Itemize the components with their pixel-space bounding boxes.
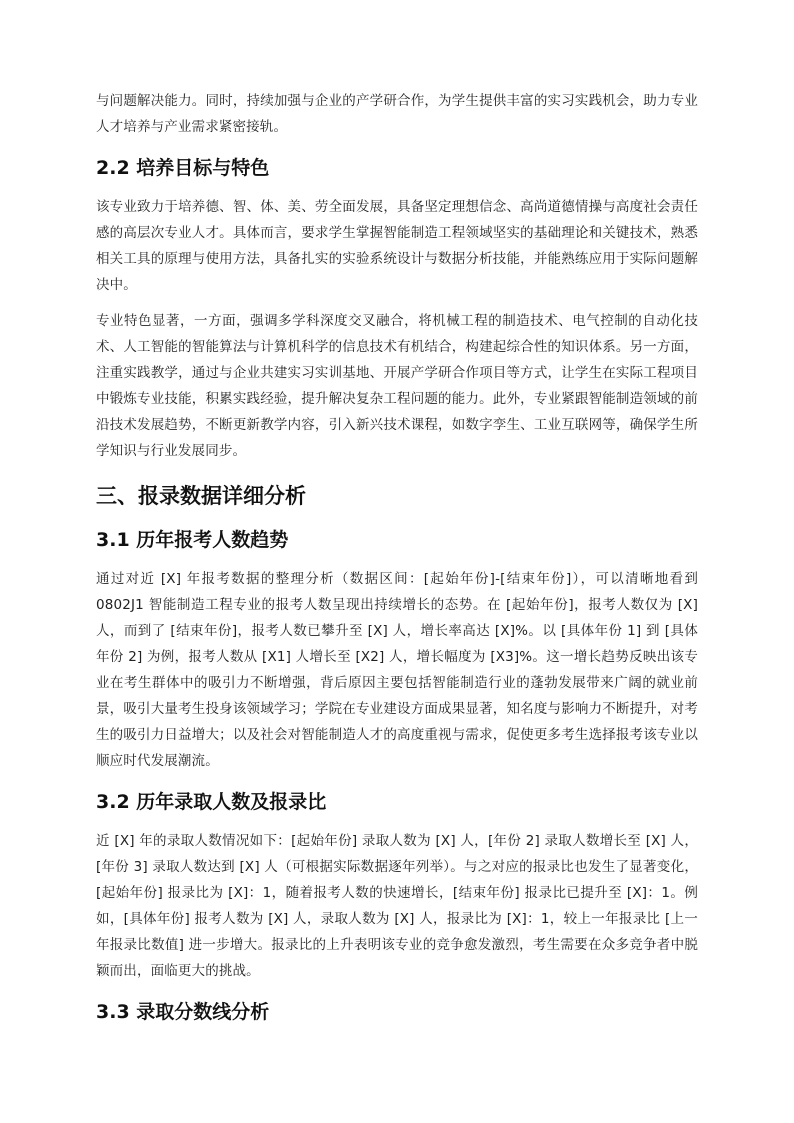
section-heading-3-3: 3.3 录取分数线分析 bbox=[96, 1001, 270, 1023]
paragraph-applicant-trend: 通过对近 [X] 年报考数据的整理分析（数据区间：[起始年份]-[结束年份]），可以清晰地看到 0802J1 智能制造工程专业的报考人数呈现出持续增长的态势。在 [起始年份]，报考人数仅为 [X] 人，而到了 [结束年份]，报考人数已攀升至 [X] 人，增长率高达 [X]%。以 [具体年份 1] 到 [具体年份 2] 为例，报考人数从 [X1] 人增长至 [X2] 人，增长幅度为 [X3]%。这一增长趋势反映出该专业在考生群体中的吸引力不断增强，背后原因主要包括智能制造行业的蓬勃发展带来广阔的就业前景，吸引大量考生投身该领域学习；学院在专业建设方面成果显著，知名度与影响力不断提升，对考生的吸引力日益增大；以及社会对智能制造人才的高度重视与需求，促使更多考生选择报考该专业以顺应时代发展潮流。 bbox=[96, 571, 698, 769]
paragraph-training-goals: 该专业致力于培养德、智、体、美、劳全面发展，具备坚定理想信念、高尚道德情操与高度社会责任感的高层次专业人才。具体而言，要求学生掌握智能制造工程领域坚实的基础理论和关键技术，熟悉相关工具的原理与使用方法，具备扎实的实验系统设计与数据分析技能，并能熟练应用于实际问题解决中。 bbox=[96, 199, 698, 293]
paragraph-admission-ratio: 近 [X] 年的录取人数情况如下：[起始年份] 录取人数为 [X] 人，[年份 2] 录取人数增长至 [X] 人，[年份 3] 录取人数达到 [X] 人（可根据实际数据逐年列举）。与之对应的报录比也发生了显著变化，[起始年份] 报录比为 [X]：1，随着报考人数的快速增长，[结束年份] 报录比已提升至 [X]：1。例如，[具体年份] 报考人数为 [X] 人，录取人数为 [X] 人，报录比为 [X]：1，较上一年报录比 [上一年报录比数值] 进一步增大。报录比的上升表明该专业的竞争愈发激烈，考生需要在众多竞争者中脱颖而出，面临更大的挑战。 bbox=[96, 833, 698, 979]
section-heading-2-2: 2.2 培养目标与特色 bbox=[96, 157, 270, 179]
document-page bbox=[96, 88, 698, 1038]
section-heading-3-1: 3.1 历年报考人数趋势 bbox=[96, 529, 289, 551]
paragraph-program-features: 专业特色显著，一方面，强调多学科深度交叉融合，将机械工程的制造技术、电气控制的自动化技术、人工智能的智能算法与计算机科学的信息技术有机结合，构建起综合性的知识体系。另一方面，注重实践教学，通过与企业共建实习实训基地、开展产学研合作项目等方式，让学生在实际工程项目中锻炼专业技能，积累实践经验，提升解决复杂工程问题的能力。此外，专业紧跟智能制造领域的前沿技术发展趋势，不断更新教学内容，引入新兴技术课程，如数字孪生、工业互联网等，确保学生所学知识与行业发展同步。 bbox=[96, 313, 698, 459]
paragraph-intro-continuation: 与问题解决能力。同时，持续加强与企业的产学研合作，为学生提供丰富的实习实践机会，助力专业人才培养与产业需求紧密接轨。 bbox=[96, 93, 698, 135]
chapter-heading-3: 三、报录数据详细分析 bbox=[96, 484, 306, 508]
section-heading-3-2: 3.2 历年录取人数及报录比 bbox=[96, 791, 327, 813]
